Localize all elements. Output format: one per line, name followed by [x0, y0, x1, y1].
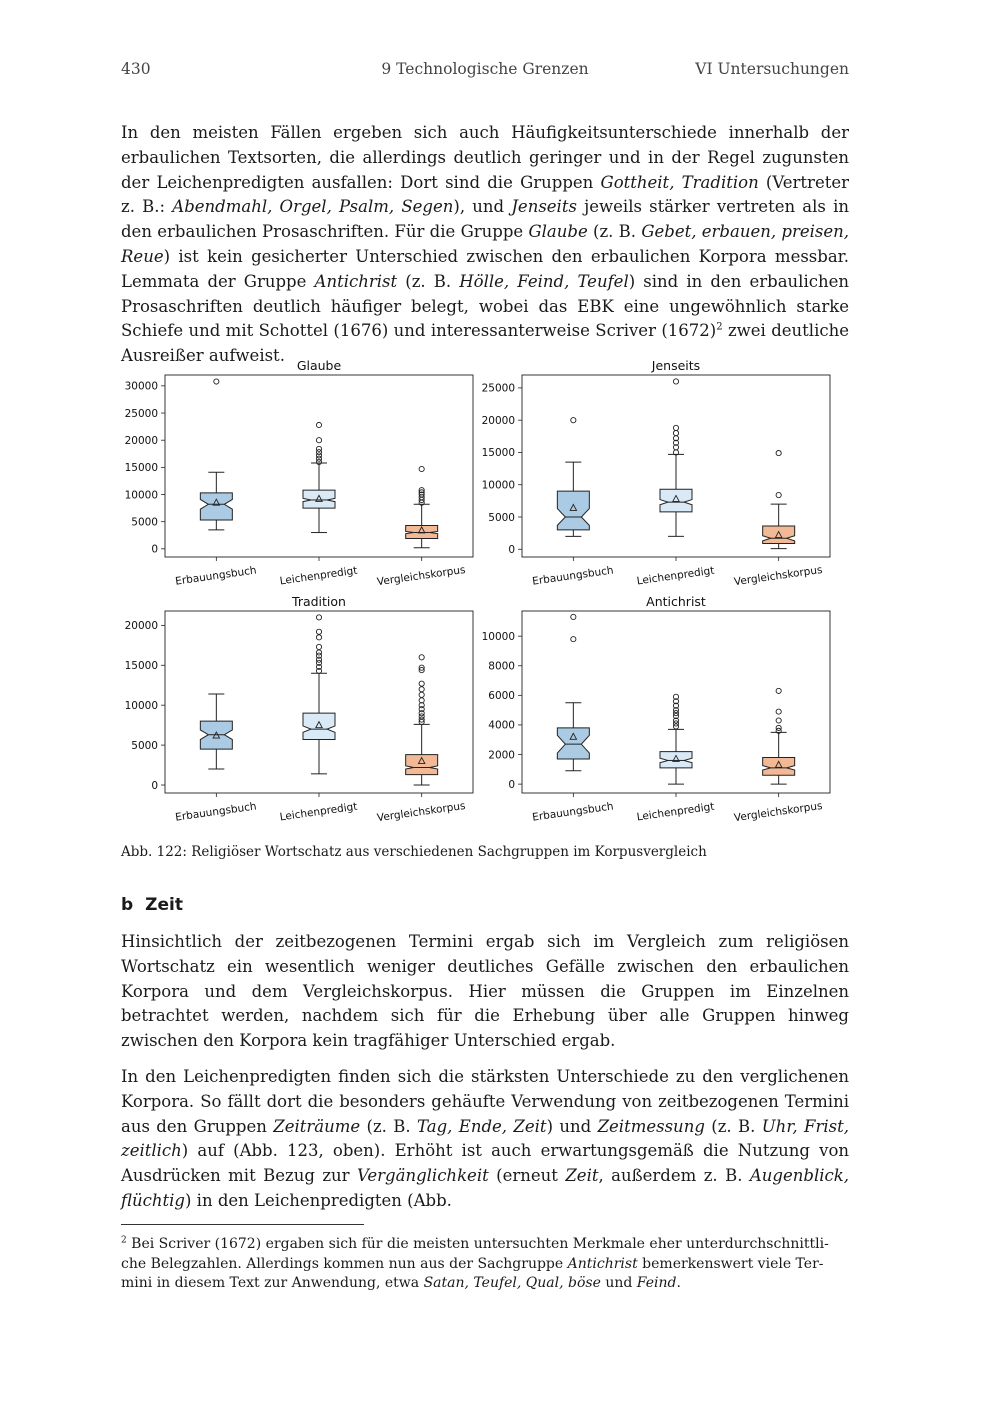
outlier-point — [419, 714, 424, 719]
x-tick-label: Vergleichskorpus — [733, 563, 824, 589]
mean-marker — [775, 761, 781, 767]
notched-box — [406, 755, 438, 775]
y-tick-label: 10000 — [481, 630, 515, 643]
outlier-point — [214, 379, 219, 384]
text-run: In den meisten Fällen ergeben sich auch Häufigkeitsunterschiede innerhalb der erbaulichen Textsorten, die allerdings deutlich geringer und in der Regel zugunsten der Leichenpredigten ausfallen: Dort sind die Gruppen — [121, 123, 849, 192]
mean-marker — [570, 504, 576, 510]
mean-marker — [418, 527, 424, 533]
text-run: ) ist kein gesicherter Unterschied zwischen den erbaulichen Korpora messbar. Lemmata der Gruppe — [121, 246, 849, 291]
y-tick-label: 0 — [151, 543, 158, 556]
outlier-point — [316, 422, 321, 427]
y-tick-label: 10000 — [124, 489, 158, 502]
y-tick-label: 2000 — [488, 749, 515, 762]
notched-box — [660, 489, 692, 512]
outlier-point — [673, 724, 678, 729]
italic-term: Antichrist — [567, 1255, 638, 1272]
outlier-point — [673, 445, 678, 450]
text-run: Bei Scriver (1672) ergaben sich für die meisten untersuchten Merkmale eher unterdurchschnittliche Belegzahlen. Allerdings kommen nun aus der Sachgruppe — [121, 1236, 829, 1272]
outlier-point — [419, 665, 424, 670]
text-run: (z. B. — [587, 222, 642, 242]
italic-term: Hölle, Feind, Teufel — [459, 271, 629, 291]
italic-term: Augenblick, flüchtig — [121, 1166, 849, 1210]
x-tick-label: Vergleichskorpus — [376, 799, 467, 825]
italic-term: Glaube — [528, 222, 588, 242]
text-run: und — [600, 1275, 637, 1291]
y-tick-label: 6000 — [488, 690, 515, 703]
italic-term: Gottheit, Tradition — [600, 172, 759, 192]
y-tick-label: 20000 — [124, 434, 158, 447]
outlier-point — [673, 718, 678, 723]
notched-box — [200, 493, 232, 520]
text-run: ), und — [453, 197, 512, 217]
outlier-point — [419, 492, 424, 497]
outlier-point — [316, 446, 321, 451]
outlier-point — [571, 637, 576, 642]
italic-term: Tag, Ende, Zeit — [417, 1116, 547, 1136]
x-tick-label: Vergleichskorpus — [733, 799, 824, 825]
italic-term: Feind — [636, 1275, 677, 1291]
outlier-point — [419, 698, 424, 703]
chart-title: Antichrist — [646, 594, 706, 609]
italic-term: Satan, Teufel, Qual, böse — [423, 1275, 601, 1291]
outlier-point — [673, 436, 678, 441]
y-tick-label: 5000 — [131, 516, 158, 529]
outlier-point — [776, 450, 781, 455]
y-tick-label: 5000 — [488, 511, 515, 524]
plot-frame — [165, 375, 473, 557]
plot-frame — [522, 611, 830, 793]
x-tick-label: Vergleichskorpus — [376, 563, 467, 589]
running-head-chapter: 9 Technologische Grenzen — [381, 60, 589, 78]
text-run: jeweils stärker vertreten als in den erbaulichen Prosaschriften. Für die Gruppe — [121, 197, 849, 242]
y-tick-label: 25000 — [124, 407, 158, 420]
outlier-point — [776, 688, 781, 693]
italic-term: Antichrist — [314, 271, 398, 291]
outlier-point — [316, 644, 321, 649]
outlier-point — [316, 459, 321, 464]
notched-box — [303, 713, 335, 739]
outlier-point — [316, 456, 321, 461]
outlier-point — [776, 718, 781, 723]
outlier-point — [316, 650, 321, 655]
notched-box — [557, 728, 589, 759]
footnote-rule — [121, 1224, 364, 1225]
outlier-point — [419, 490, 424, 495]
italic-term: Uhr, Frist, zeitlich — [121, 1116, 849, 1161]
y-tick-label: 10000 — [124, 699, 158, 712]
x-tick-label: Leichenpredigt — [636, 564, 716, 588]
notched-box — [303, 490, 335, 508]
outlier-point — [419, 466, 424, 471]
outlier-point — [571, 418, 576, 423]
plot-frame — [165, 611, 473, 793]
notched-box — [557, 491, 589, 530]
italic-term: Zeiträume — [273, 1116, 361, 1136]
mean-marker — [418, 758, 424, 764]
paragraph-zeit-2 — [121, 1065, 849, 1214]
y-tick-label: 25000 — [481, 382, 515, 395]
mean-marker — [775, 532, 781, 538]
x-tick-label: Erbauungsbuch — [531, 800, 615, 824]
text-run: In den Leichenpredigten finden sich die stärksten Unterschiede zu den verglichenen Korpora. So fällt dort die besonders gehäufte Verwendung von zeitbezogenen Termini aus den Gruppen — [121, 1067, 849, 1136]
italic-term: Jenseits — [511, 197, 577, 217]
chart-title: Jenseits — [651, 358, 701, 373]
outlier-point — [673, 450, 678, 455]
outlier-point — [419, 681, 424, 686]
outlier-point — [776, 492, 781, 497]
outlier-point — [776, 725, 781, 730]
outlier-point — [673, 708, 678, 713]
mean-marker — [673, 495, 679, 501]
y-tick-label: 8000 — [488, 660, 515, 673]
footnote-marker: 2 — [716, 321, 723, 333]
mean-marker — [213, 499, 219, 505]
mean-marker — [570, 733, 576, 739]
paragraph-zeit-1 — [121, 930, 849, 1054]
y-tick-label: 20000 — [481, 414, 515, 427]
italic-term: Gebet, erbauen, preisen, Reue — [121, 222, 849, 266]
plot-frame — [522, 375, 830, 557]
x-tick-label: Leichenpredigt — [636, 800, 716, 824]
text-run: . — [676, 1275, 681, 1291]
outlier-point — [419, 667, 424, 672]
outlier-point — [419, 655, 424, 660]
outlier-point — [316, 635, 321, 640]
text-run: zwei deutliche Ausreißer aufweist. — [121, 321, 849, 366]
section-heading — [121, 895, 183, 915]
text-run: (z. B. — [397, 271, 460, 291]
italic-term: Zeitmessung — [597, 1116, 705, 1136]
outlier-point — [316, 453, 321, 458]
text-run: ) in den Leichenpredigten (Abb. — [184, 1190, 452, 1210]
outlier-point — [673, 713, 678, 718]
text-run: ) sind in den erbaulichen Prosaschriften deutlich häufiger belegt, wobei das EBK eine ungewöhnlich starke Schiefe und mit Schottel (1676) und interessanterweise Scriver (1672) — [121, 271, 849, 341]
y-tick-label: 0 — [508, 544, 515, 557]
outlier-point — [316, 657, 321, 662]
outlier-point — [316, 629, 321, 634]
text-run: (z. B. — [704, 1116, 762, 1136]
y-tick-label: 15000 — [124, 660, 158, 673]
text-run: bemerkenswert viele Termini in diesem Text zur Anwendung, etwa — [121, 1255, 824, 1291]
outlier-point — [316, 668, 321, 673]
outlier-point — [776, 709, 781, 714]
x-tick-label: Leichenpredigt — [279, 800, 359, 824]
text-run: (z. B. — [360, 1116, 418, 1136]
text-run: ) und — [546, 1116, 598, 1136]
outlier-point — [673, 721, 678, 726]
outlier-point — [419, 488, 424, 493]
page-number: 430 — [121, 60, 151, 78]
y-tick-label: 5000 — [131, 739, 158, 752]
italic-term: Abendmahl, Orgel, Psalm, Segen — [172, 197, 454, 217]
footnote-marker: 2 — [121, 1235, 127, 1246]
notched-box — [406, 525, 438, 538]
notched-box — [763, 757, 795, 775]
mean-marker — [316, 722, 322, 728]
text-run: Hinsichtlich der zeitbezogenen Termini ergab sich im Vergleich zum religiösen Wortschatz ein wesentlich weniger deutliches Gefälle zwischen den erbaulichen Korpora und dem Vergleichskorpus. Hier müssen die Gruppen im Einzelnen betrachtet werden, nachdem sich für die Erhebung über alle Gruppen hinweg zwischen den Korpora kein tragfähiger Unterschied ergab. — [121, 932, 849, 1051]
section-letter: b — [121, 895, 134, 915]
y-tick-label: 30000 — [124, 380, 158, 393]
x-tick-label: Erbauungsbuch — [174, 564, 258, 588]
text-run: ) auf (Abb. 123, oben). Erhöht ist auch erwartungsgemäß die Nutzung von Ausdrücken mit Bezug zur — [121, 1141, 849, 1186]
outlier-point — [419, 719, 424, 724]
notched-box — [660, 752, 692, 768]
y-tick-label: 20000 — [124, 620, 158, 633]
chart-title: Tradition — [292, 594, 346, 609]
text-run: (erneut — [488, 1166, 566, 1186]
mean-marker — [673, 755, 679, 761]
outlier-point — [673, 703, 678, 708]
outlier-point — [419, 500, 424, 505]
outlier-point — [316, 664, 321, 669]
outlier-point — [419, 497, 424, 502]
y-tick-label: 0 — [508, 778, 515, 791]
outlier-point — [419, 707, 424, 712]
running-head — [121, 60, 849, 82]
outlier-point — [419, 692, 424, 697]
figure-caption: Abb. 122: Religiöser Wortschatz aus verschiedenen Sachgruppen im Korpusvergleich — [121, 844, 707, 860]
outlier-point — [673, 440, 678, 445]
outlier-point — [571, 614, 576, 619]
x-tick-label: Erbauungsbuch — [531, 564, 615, 588]
outlier-point — [419, 703, 424, 708]
running-head-part: VI Untersuchungen — [695, 60, 849, 78]
y-tick-label: 0 — [151, 779, 158, 792]
italic-term: Vergänglichkeit — [357, 1166, 489, 1186]
x-tick-label: Erbauungsbuch — [174, 800, 258, 824]
outlier-point — [673, 425, 678, 430]
y-tick-label: 15000 — [481, 447, 515, 460]
outlier-point — [316, 615, 321, 620]
outlier-point — [316, 450, 321, 455]
outlier-point — [316, 653, 321, 658]
y-tick-label: 15000 — [124, 462, 158, 475]
outlier-point — [316, 438, 321, 443]
paragraph-intro — [121, 121, 849, 369]
outlier-point — [673, 710, 678, 715]
outlier-point — [316, 660, 321, 665]
chart-title: Glaube — [296, 358, 342, 373]
outlier-point — [419, 711, 424, 716]
outlier-point — [776, 728, 781, 733]
notched-box — [763, 526, 795, 543]
outlier-point — [673, 430, 678, 435]
outlier-point — [419, 687, 424, 692]
outlier-point — [673, 699, 678, 704]
text-run: (Vertreter z. B.: — [121, 172, 849, 217]
footnote-2 — [121, 1235, 849, 1294]
outlier-point — [673, 694, 678, 699]
y-tick-label: 4000 — [488, 719, 515, 732]
mean-marker — [213, 732, 219, 738]
outlier-point — [419, 717, 424, 722]
section-title: Zeit — [145, 895, 183, 915]
outlier-point — [419, 495, 424, 500]
text-run: , außerdem z. B. — [598, 1166, 750, 1186]
mean-marker — [316, 495, 322, 501]
x-tick-label: Leichenpredigt — [279, 564, 359, 588]
italic-term: Zeit — [565, 1166, 599, 1186]
outlier-point — [673, 379, 678, 384]
notched-box — [200, 721, 232, 749]
y-tick-label: 10000 — [481, 479, 515, 492]
